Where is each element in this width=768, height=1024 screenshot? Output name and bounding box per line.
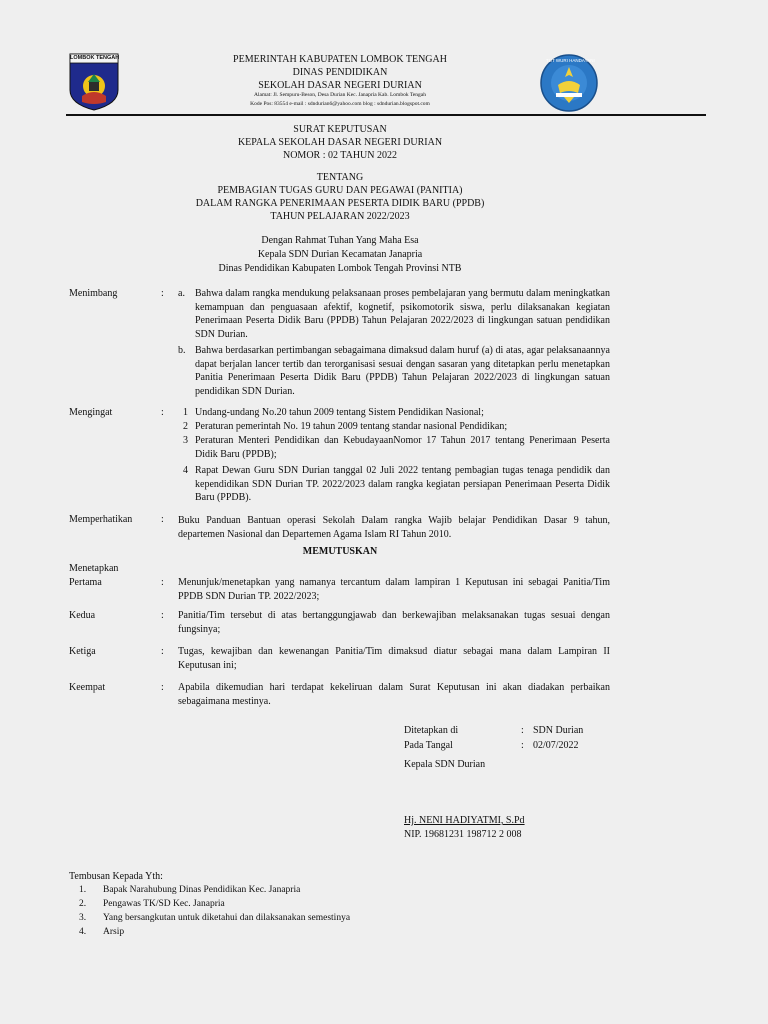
blessing-line-2: Kepala SDN Durian Kecamatan Janapria <box>257 249 423 260</box>
logo-right-text: TUT WURI HANDAYANI <box>546 58 595 63</box>
tembusan-item-number: 4. <box>79 927 87 937</box>
decree-number: NOMOR : 02 TAHUN 2022 <box>282 150 398 161</box>
kedua-text: Panitia/Tim tersebut di atas bertanggungjawab dan berkewajiban melaksanakan tugas sesuai dengan fungsinya; <box>178 610 610 635</box>
menimbang-b-marker: b. <box>178 345 186 356</box>
letterhead-contact: Kode Pos: 83554 e-mail : sdndurian6@yahoo.com blog : sdndurian.blogspot.com <box>250 101 430 107</box>
signer-nip: NIP. 19681231 198712 2 008 <box>404 829 522 840</box>
mengingat-colon: : <box>161 407 164 418</box>
about-line-4: TAHUN PELAJARAN 2022/2023 <box>270 211 410 222</box>
date-label: Pada Tangal <box>404 740 453 751</box>
mengingat-item-2-text: Peraturan pemerintah No. 19 tahun 2009 tentang standar nasional Pendidikan; <box>195 421 508 432</box>
keempat-text: Apabila dikemudian hari terdapat kekeliruan dalam Surat Keputusan ini akan diadakan perbaikan sebagaimana mestinya. <box>178 682 610 707</box>
mengingat-item-1-text: Undang-undang No.20 tahun 2009 tentang Sistem Pendidikan Nasional; <box>195 407 484 418</box>
letterhead-divider <box>66 114 706 116</box>
ketiga-text: Tugas, kewajiban dan kewenangan Panitia/Tim dimaksud diatur sebagai mana dalam Lampiran II Keputusan ini; <box>178 646 610 671</box>
mengingat-label: Mengingat <box>69 407 113 418</box>
mengingat-item-1-number: 1 <box>183 407 188 418</box>
tembusan-item-text: Arsip <box>103 927 125 937</box>
about-line-3: DALAM RANGKA PENERIMAAN PESERTA DIDIK BARU (PPDB) <box>195 198 485 209</box>
place-label: Ditetapkan di <box>404 725 459 736</box>
tembusan-item-text: Pengawas TK/SD Kec. Janapria <box>103 899 225 909</box>
tembusan-item-text: Bapak Narahubung Dinas Pendidikan Kec. Janapria <box>103 885 301 895</box>
menimbang-colon: : <box>161 288 164 299</box>
pertama-text: Menunjuk/menetapkan yang namanya tercantum dalam lampiran 1 Keputusan ini sebagai Panitia/Tim PPDB SDN Durian TP. 2022/2023; <box>178 577 610 602</box>
place-value: SDN Durian <box>533 725 584 736</box>
tembusan-item-number: 3. <box>79 913 87 923</box>
blessing-line-1: Dengan Rahmat Tuhan Yang Maha Esa <box>261 235 419 246</box>
tembusan-title: Tembusan Kepada Yth: <box>69 871 163 882</box>
mengingat-item-2-number: 2 <box>183 421 188 432</box>
decree-title: SURAT KEPUTUSAN <box>293 124 387 135</box>
tembusan-item-number: 1. <box>79 885 87 895</box>
place-colon: : <box>521 725 524 736</box>
pertama-colon: : <box>161 577 164 588</box>
tembusan-item-number: 2. <box>79 899 87 909</box>
memperhatikan-text: Buku Panduan Bantuan operasi Sekolah Dalam rangka Wajib belajar Pendidikan Dasar 9 tahun, departemen Nasional dan Departemen Agama Islam RI Tahun 2010. <box>178 515 610 540</box>
logo-left-text: LOMBOK TENGAH <box>70 55 120 61</box>
kedua-label: Kedua <box>69 610 96 621</box>
menimbang-label: Menimbang <box>69 288 118 299</box>
keempat-colon: : <box>161 682 164 693</box>
blessing-line-3: Dinas Pendidikan Kabupaten Lombok Tengah Provinsi NTB <box>218 263 462 274</box>
mengingat-item-3-number: 3 <box>183 435 188 446</box>
date-colon: : <box>521 740 524 751</box>
mengingat-item-4-text: Rapat Dewan Guru SDN Durian tanggal 02 Juli 2022 tentang pembagian tugas tenaga pendidik dan kependidikan SDN Durian TP. 2022/2023 dalam rangka kegiatan persiapan Penerimaan Peserta Didik Baru (PPDB). <box>195 465 610 503</box>
memperhatikan-label: Memperhatikan <box>69 514 133 525</box>
date-value: 02/07/2022 <box>533 740 579 751</box>
menetapkan-label: Menetapkan <box>69 563 119 574</box>
letterhead-line-1: PEMERINTAH KABUPATEN LOMBOK TENGAH <box>233 54 447 65</box>
signer-position: Kepala SDN Durian <box>404 759 486 770</box>
letterhead-line-2: DINAS PENDIDIKAN <box>292 67 388 78</box>
about-heading: TENTANG <box>316 172 364 183</box>
decree-issuer: KEPALA SEKOLAH DASAR NEGERI DURIAN <box>237 137 443 148</box>
mengingat-item-3-text: Peraturan Menteri Pendidikan dan KebudayaanNomor 17 Tahun 2017 tentang Penerimaan Peserta Didik Baru (PPDB); <box>195 435 610 460</box>
mengingat-item-4-number: 4 <box>183 465 188 476</box>
pertama-label: Pertama <box>69 577 102 588</box>
letterhead-address: Alamat: Jl. Sempuru-Beson, Desa Durian Kec. Janapria Kab. Lombok Tengah <box>254 92 426 98</box>
lombok-tengah-logo <box>68 52 120 112</box>
keempat-label: Keempat <box>69 682 106 693</box>
menimbang-a-text: Bahwa dalam rangka mendukung pelaksanaan proses pembelajaran yang bermutu dalam meningkatkan kemampuan dan penguasaan afektif, kognetif, psikomotorik siswa, perlu dilaksanakan kegiatan Penerimaan Peserta Didik Baru (PPDB) Tahun Pelajaran 2022/2023 di lingkungan satuan pendidikan SDN Durian. <box>195 288 610 340</box>
memperhatikan-colon: : <box>161 514 164 525</box>
menimbang-b-text: Bahwa berdasarkan pertimbangan sebagaimana dimaksud dalam huruf (a) di atas, agar pelaksanaannya dapat berjalan lancer tertib dan terorganisasi sesuai dengan sasaran yang ditetapkan perlu menetapkan Panitia Penerimaan Peserta Didik Baru (PPDB) Tahun Pelajaran 2022/2023 di lingkungan satuan pendidikan SDN Durian. <box>195 345 610 397</box>
kedua-colon: : <box>161 610 164 621</box>
about-line-2: PEMBAGIAN TUGAS GURU DAN PEGAWAI (PANITIA) <box>217 185 463 196</box>
menimbang-a-marker: a. <box>178 288 185 299</box>
letterhead-line-3: SEKOLAH DASAR NEGERI DURIAN <box>258 80 422 91</box>
tut-wuri-handayani-logo <box>538 53 600 113</box>
tembusan-item-text: Yang bersangkutan untuk diketahui dan dilaksanakan semestinya <box>103 913 351 923</box>
signer-name: Hj. NENI HADIYATMI, S.Pd <box>404 815 525 826</box>
ketiga-colon: : <box>161 646 164 657</box>
memutuskan-heading: MEMUTUSKAN <box>302 546 378 557</box>
ketiga-label: Ketiga <box>69 646 96 657</box>
